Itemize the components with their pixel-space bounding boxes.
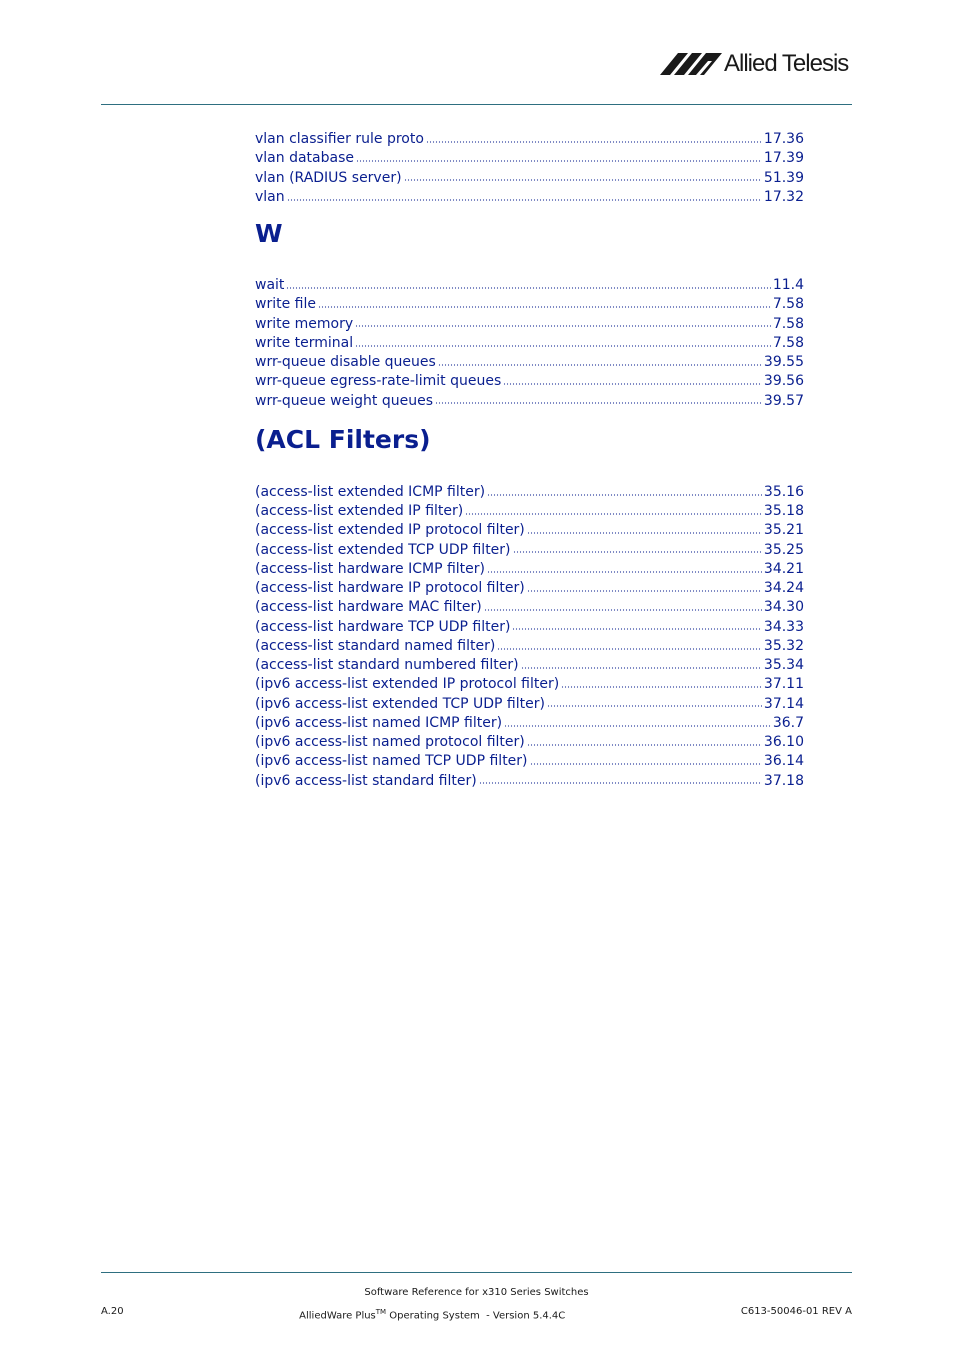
index-page-ref[interactable]: 37.18 [763, 772, 804, 789]
dot-leader [356, 159, 762, 164]
index-entry[interactable] [255, 315, 804, 334]
index-term: (access-list hardware IP protocol filter) [255, 580, 525, 596]
index-page-ref[interactable]: 51.39 [763, 169, 804, 186]
index-entry[interactable] [255, 295, 804, 314]
index-entry[interactable] [255, 772, 804, 791]
index-page-ref[interactable]: 7.58 [772, 315, 804, 332]
index-term: vlan database [255, 150, 354, 167]
footer-rule [101, 1272, 852, 1273]
footer-doc-id: C613-50046-01 REV A [740, 1306, 852, 1317]
dot-leader [503, 382, 762, 387]
index-entry[interactable] [255, 149, 804, 168]
index-page-ref[interactable]: 34.21 [763, 560, 804, 577]
header-rule [101, 104, 852, 105]
index-entry[interactable] [255, 579, 804, 598]
index-page-ref[interactable]: 35.18 [763, 503, 804, 519]
dot-leader [479, 781, 762, 786]
dot-leader [355, 324, 771, 329]
index-entry[interactable] [255, 353, 804, 372]
index-entry[interactable] [255, 130, 804, 149]
index-term: vlan (RADIUS server) [255, 169, 402, 186]
index-entry[interactable] [255, 372, 804, 391]
index-entry[interactable] [255, 752, 804, 771]
index-entry[interactable] [255, 560, 804, 579]
dot-leader [513, 550, 762, 555]
index-page-ref[interactable]: 7.58 [772, 334, 804, 351]
index-page-ref[interactable]: 39.57 [763, 392, 804, 409]
footer-title: Software Reference for x310 Series Switches [364, 1287, 589, 1298]
index-page-ref[interactable]: 36.10 [763, 734, 804, 750]
index-page-ref[interactable]: 34.24 [763, 580, 804, 596]
index-page-ref[interactable]: 37.11 [763, 676, 804, 693]
index-entry[interactable] [255, 392, 804, 411]
dot-leader [487, 569, 762, 574]
index-term: (access-list standard named filter) [255, 637, 496, 654]
dot-leader [404, 178, 762, 183]
index-term: (ipv6 access-list extended IP protocol filter) [255, 676, 560, 693]
dot-leader [484, 608, 762, 613]
index-term: (access-list hardware TCP UDP filter) [255, 618, 511, 635]
dot-leader [487, 492, 762, 497]
index-term: (ipv6 access-list standard filter) [255, 772, 477, 789]
index-entry[interactable] [255, 334, 804, 353]
dot-leader [530, 762, 762, 767]
index-term: (access-list extended IP protocol filter) [255, 522, 525, 539]
index-page-ref[interactable]: 35.25 [763, 541, 804, 558]
index-page-ref[interactable]: 17.32 [763, 188, 804, 205]
index-entry[interactable] [255, 675, 804, 694]
index-page-ref[interactable]: 37.14 [763, 695, 804, 712]
index-entry[interactable] [255, 695, 804, 714]
index-term: wrr-queue egress-rate-limit queues [255, 373, 502, 390]
index-entry[interactable] [255, 618, 804, 637]
index-term: (access-list extended ICMP filter) [255, 483, 486, 500]
brand-name: Allied Telesis [724, 50, 849, 77]
index-page-ref[interactable]: 39.56 [763, 373, 804, 390]
section-heading: (ACL Filters) [255, 424, 431, 454]
index-term: vlan classifier rule proto [255, 131, 424, 147]
index-page-ref[interactable]: 36.14 [763, 753, 804, 770]
dot-leader [497, 646, 762, 651]
dot-leader [287, 197, 762, 202]
dot-leader [547, 704, 762, 709]
dot-leader [318, 305, 771, 310]
index-term: write memory [255, 315, 354, 332]
dot-leader [426, 139, 762, 144]
index-entry[interactable] [255, 733, 804, 752]
page-footer [101, 1285, 852, 1325]
index-page-ref[interactable]: 17.39 [763, 150, 804, 167]
index-term: (access-list hardware MAC filter) [255, 599, 482, 616]
dot-leader [465, 511, 762, 516]
index-entry[interactable] [255, 521, 804, 540]
index-page-ref[interactable]: 34.33 [763, 618, 804, 635]
index-entry[interactable] [255, 502, 804, 521]
index-entry[interactable] [255, 714, 804, 733]
index-page-ref[interactable]: 35.21 [763, 522, 804, 539]
index-term: (ipv6 access-list named ICMP filter) [255, 714, 503, 731]
dot-leader [286, 285, 770, 290]
index-page-ref[interactable]: 35.32 [763, 637, 804, 654]
index-term: wrr-queue weight queues [255, 392, 433, 409]
dot-leader [355, 343, 771, 348]
index-term: wrr-queue disable queues [255, 354, 436, 370]
index-page-ref[interactable]: 35.34 [763, 657, 804, 673]
index-term: write file [255, 296, 316, 313]
index-entry[interactable] [255, 598, 804, 617]
footer-product: AlliedWare Plus™ Operating System - Version 5.4.4C [299, 1308, 566, 1322]
index-term: (access-list extended IP filter) [255, 503, 464, 519]
index-page-ref[interactable]: 17.36 [763, 131, 804, 147]
index-term: (access-list extended TCP UDP filter) [255, 541, 511, 558]
index-entry[interactable] [255, 637, 804, 656]
index-term: (ipv6 access-list extended TCP UDP filter) [255, 695, 545, 712]
index-entry[interactable] [255, 188, 804, 207]
dot-leader [504, 723, 771, 728]
index-term: write terminal [255, 334, 354, 351]
index-list [255, 130, 804, 791]
dot-leader [527, 531, 762, 536]
section-heading: W [255, 219, 283, 248]
index-term: (access-list standard numbered filter) [255, 657, 519, 673]
index-page-ref[interactable]: 35.16 [763, 483, 804, 500]
index-term: vlan [255, 188, 285, 205]
dot-leader [527, 588, 762, 593]
index-page-ref[interactable]: 39.55 [763, 354, 804, 370]
footer-page-number: A.20 [101, 1306, 124, 1317]
index-page-ref[interactable]: 11.4 [772, 277, 804, 293]
index-page-ref[interactable]: 34.30 [763, 599, 804, 616]
index-page-ref[interactable]: 36.7 [772, 714, 804, 731]
index-page-ref[interactable]: 7.58 [772, 296, 804, 313]
index-entry[interactable] [255, 656, 804, 675]
allied-telesis-logo [660, 50, 848, 78]
dot-leader [512, 627, 761, 632]
index-entry[interactable] [255, 483, 804, 502]
dot-leader [561, 685, 762, 690]
index-term: (access-list hardware ICMP filter) [255, 560, 485, 577]
index-term: wait [255, 277, 285, 293]
index-entry[interactable] [255, 541, 804, 560]
dot-leader [521, 665, 762, 670]
index-term: (ipv6 access-list named TCP UDP filter) [255, 753, 528, 770]
allied-telesis-logo-icon [660, 53, 722, 75]
index-entry[interactable] [255, 276, 804, 295]
dot-leader [438, 362, 762, 367]
dot-leader [435, 401, 762, 406]
index-entry[interactable] [255, 169, 804, 188]
dot-leader [527, 742, 762, 747]
index-term: (ipv6 access-list named protocol filter) [255, 734, 525, 750]
